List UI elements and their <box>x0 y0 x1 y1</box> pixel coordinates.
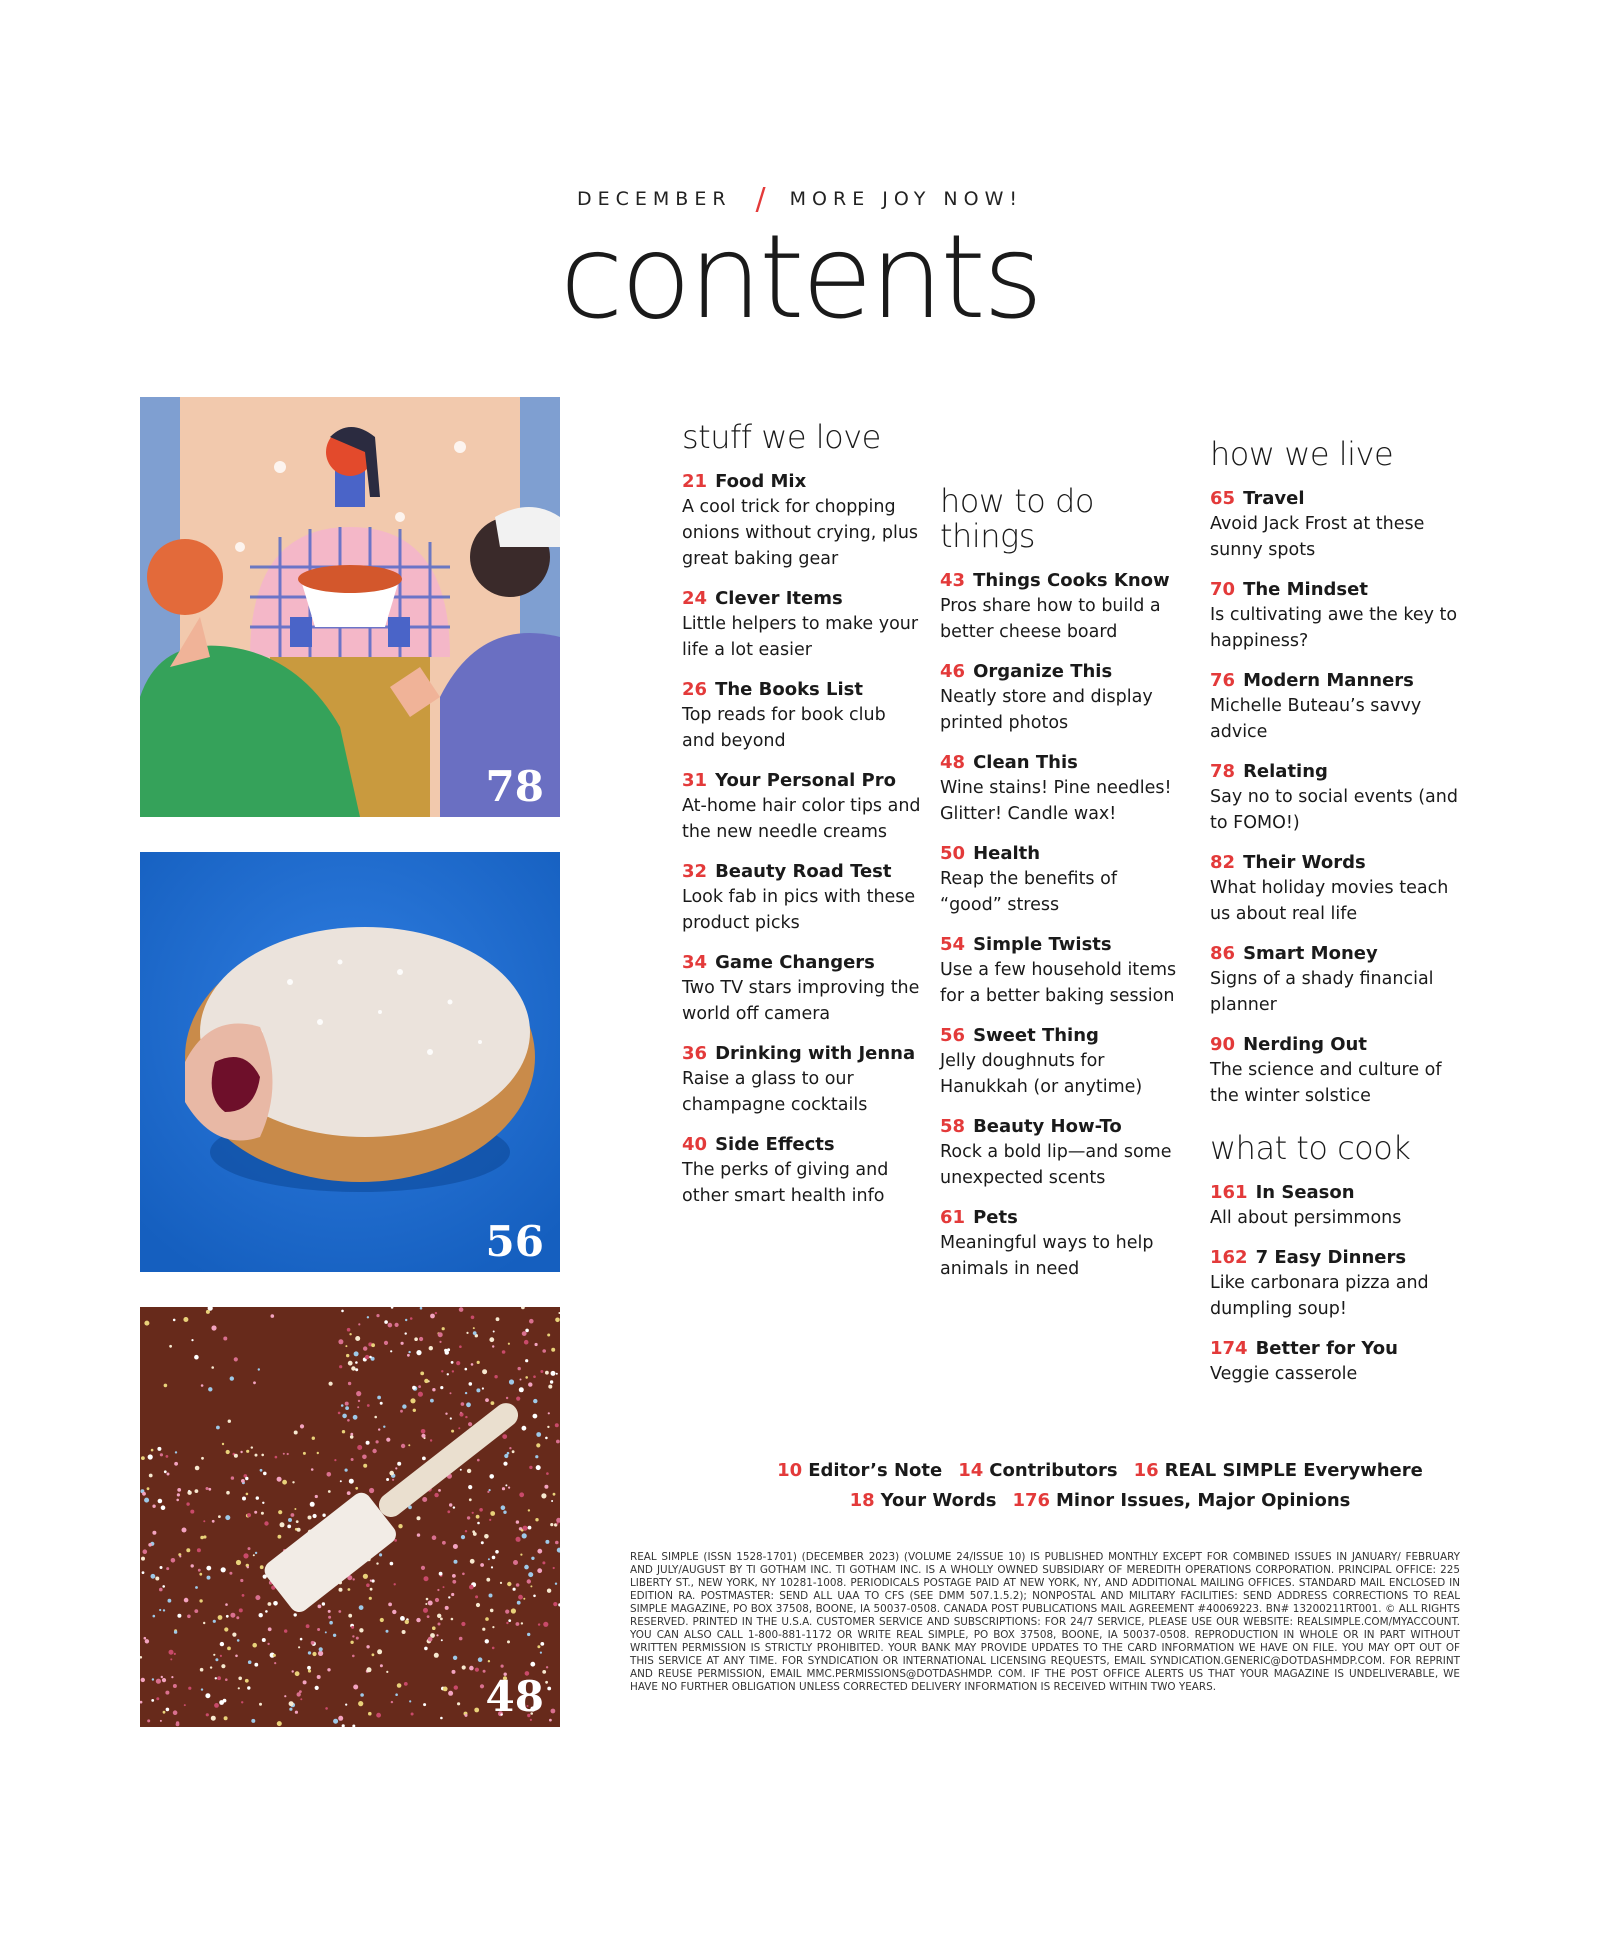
toc-entry-description: Top reads for book club and beyond <box>682 705 886 751</box>
section-title: stuff we love <box>682 418 881 456</box>
toc-page-number: 50 <box>940 843 966 864</box>
toc-entry-description: Raise a glass to our champagne cocktails <box>682 1069 868 1115</box>
toc-entry-heading <box>1210 1245 1470 1270</box>
toc-entry-heading <box>940 841 1180 866</box>
toc-entry-title: The Mindset <box>1243 579 1368 600</box>
toc-entry-heading <box>940 659 1180 684</box>
toc-entry-title: 7 Easy Dinners <box>1255 1247 1407 1268</box>
toc-page-number: 86 <box>1210 943 1236 964</box>
toc-entry-title: Modern Manners <box>1243 670 1414 691</box>
toc-entry-title: Simple Twists <box>973 934 1112 955</box>
toc-entry-description: Reap the benefits of “good” stress <box>940 869 1117 915</box>
toc-entry-title: Your Personal Pro <box>715 770 896 791</box>
page-title: contents <box>559 210 1041 345</box>
toc-entry-description: Signs of a shady financial planner <box>1210 969 1434 1015</box>
legal-notice: REAL SIMPLE (ISSN 1528-1701) (DECEMBER 2023) (VOLUME 24/ISSUE 10) IS PUBLISHED MONTHLY EXCEPT FOR COMBINED ISSUES IN JANUARY/ FEBRUARY AND JULY/AUGUST BY TI GOTHAM INC. TI GOTHAM INC. IS A WHOLLY OWNED SUBSIDIARY OF MEREDITH OPERATIONS CORPORATION. PRINCIPAL OFFICE: 225 LIBERTY ST., NEW YORK, NY 10281-1008. PERIODICALS POSTAGE PAID AT NEW YORK, NY, AND ADDITIONAL MAILING OFFICES. STANDARD MAIL ENCLOSED IN EDITION RA. POSTMASTER: SEND ALL UAA TO CFS (SEE DMM 507.1.5.2); NONPOSTAL AND MILITARY FACILITIES: SEND ADDRESS CORRECTIONS TO REAL SIMPLE MAGAZINE, PO BOX 37508, BOONE, IA 50037-0508. CANADA POST PUBLICATIONS MAIL AGREEMENT #40069223. BN# 13200211RT001. © ALL RIGHTS RESERVED. PRINTED IN THE U.S.A. CUSTOMER SERVICE AND SUBSCRIPTIONS: FOR 24/7 SERVICE, PLEASE USE OUR WEBSITE: REALSIMPLE.COM/MYACCOUNT. YOU CAN ALSO CALL 1-800-881-1172 OR WRITE REAL SIMPLE, PO BOX 37508, BOONE, IA 50037-0508. REPRODUCTION IN WHOLE OR IN PART WITHOUT WRITTEN PERMISSION IS STRICTLY PROHIBITED. YOUR BANK MAY PROVIDE UPDATES TO THE CARD INFORMATION WE HAVE ON FILE. YOU MAY OPT OUT OF THIS SERVICE AT ANY TIME. FOR SYNDICATION OR INTERNATIONAL LICENSING REQUESTS, EMAIL SYNDICATION.GENERIC@DOTDASHMDP.COM. FOR REPRINT AND REUSE PERMISSION, EMAIL MMC.PERMISSIONS@DOTDASHMDP. COM. IF THE POST OFFICE ALERTS US THAT YOUR MAGAZINE IS UNDELIVERABLE, WE HAVE NO FURTHER OBLIGATION UNLESS CORRECTED DELIVERY INFORMATION IS RECEIVED WITHIN TWO YEARS. <box>630 1551 1460 1693</box>
toc-entry-description: Avoid Jack Frost at these sunny spots <box>1210 514 1425 560</box>
photo-rolling-pin-sprinkles-icon <box>140 1307 560 1727</box>
toc-entry-title: Food Mix <box>715 471 807 492</box>
footer-links-row-2 <box>600 1490 1600 1511</box>
issue-month: DECEMBER <box>577 188 732 210</box>
toc-entry-title: Clean This <box>973 752 1078 773</box>
toc-entry-title: Health <box>973 843 1041 864</box>
toc-entry-title: Nerding Out <box>1243 1034 1367 1055</box>
section-title: how to do things <box>940 482 1094 555</box>
toc-entry[interactable] <box>940 568 1180 645</box>
toc-entry-description: The perks of giving and other smart health info <box>682 1160 889 1206</box>
toc-entry[interactable] <box>682 1041 922 1118</box>
thumbnail-illustration[interactable] <box>140 397 560 817</box>
toc-entry-title: Organize This <box>973 661 1113 682</box>
toc-entry-title: Beauty Road Test <box>715 861 892 882</box>
toc-page-number: 61 <box>940 1207 966 1228</box>
entry-list <box>1210 1180 1470 1387</box>
toc-entry-title: Side Effects <box>715 1134 835 1155</box>
toc-entry-description: Two TV stars improving the world off camera <box>682 978 920 1024</box>
toc-page-number: 70 <box>1210 579 1236 600</box>
toc-entry-heading <box>940 1023 1180 1048</box>
toc-entry-description: All about persimmons <box>1210 1208 1402 1228</box>
toc-page-number: 54 <box>940 934 966 955</box>
issue-tagline: MORE JOY NOW! <box>789 188 1023 210</box>
toc-page-number: 48 <box>940 752 966 773</box>
toc-entry-description: Is cultivating awe the key to happiness? <box>1210 605 1458 651</box>
toc-page-number: 58 <box>940 1116 966 1137</box>
toc-page-number: 161 <box>1210 1182 1248 1203</box>
toc-entry[interactable] <box>940 659 1180 736</box>
toc-entry[interactable] <box>940 932 1180 1009</box>
toc-entry[interactable] <box>1210 486 1470 563</box>
toc-entry[interactable] <box>1210 850 1470 927</box>
toc-entry[interactable] <box>1210 1180 1470 1231</box>
footer-link-title: Editor’s Note <box>808 1460 943 1481</box>
footer-link-title: Minor Issues, Major Opinions <box>1056 1490 1351 1511</box>
toc-entry-heading <box>940 1205 1180 1230</box>
toc-entry-title: Pets <box>973 1207 1018 1228</box>
toc-entry-description: Pros share how to build a better cheese board <box>940 596 1161 642</box>
toc-entry-description: Michelle Buteau’s savvy advice <box>1210 696 1422 742</box>
toc-page-number: 65 <box>1210 488 1236 509</box>
illustration-people-holding-pie-icon <box>140 397 560 817</box>
toc-page-number: 32 <box>682 861 708 882</box>
toc-entry-heading <box>682 950 922 975</box>
toc-entry-description: At-home hair color tips and the new needle creams <box>682 796 921 842</box>
toc-entry[interactable] <box>682 768 922 845</box>
toc-entry-heading <box>682 677 922 702</box>
toc-entry-heading <box>1210 759 1470 784</box>
toc-entry-title: The Books List <box>715 679 863 700</box>
photo-jelly-doughnut-icon <box>140 852 560 1272</box>
toc-entry-description: Little helpers to make your life a lot easier <box>682 614 919 660</box>
section-title: how we live <box>1210 435 1394 473</box>
toc-entry[interactable] <box>682 677 922 754</box>
toc-entry-description: Say no to social events (and to FOMO!) <box>1210 787 1458 833</box>
toc-entry[interactable] <box>940 1114 1180 1191</box>
footer-link-page-number: 10 <box>777 1460 803 1481</box>
toc-entry[interactable] <box>682 469 922 572</box>
footer-link-page-number: 18 <box>849 1490 875 1511</box>
toc-entry-description: Like carbonara pizza and dumpling soup! <box>1210 1273 1429 1319</box>
toc-entry-title: Relating <box>1243 761 1328 782</box>
toc-entry-description: Jelly doughnuts for Hanukkah (or anytime) <box>940 1051 1143 1097</box>
toc-entry-heading <box>1210 941 1470 966</box>
footer-link[interactable] <box>850 1490 997 1511</box>
toc-entry-heading <box>940 750 1180 775</box>
footer-links-row-1 <box>600 1460 1600 1481</box>
entry-list <box>940 568 1180 1282</box>
thumbnail-page-number: 78 <box>485 762 544 811</box>
toc-page-number: 56 <box>940 1025 966 1046</box>
section-stuff-we-love <box>682 420 922 1223</box>
footer-link[interactable] <box>1012 1490 1350 1511</box>
toc-page-number: 21 <box>682 471 708 492</box>
toc-entry-title: Things Cooks Know <box>973 570 1170 591</box>
toc-entry[interactable] <box>1210 759 1470 836</box>
toc-entry[interactable] <box>940 750 1180 827</box>
toc-entry[interactable] <box>1210 1032 1470 1109</box>
issue-header <box>0 178 1600 217</box>
section-how-to-do-things <box>940 484 1180 1296</box>
toc-page-number: 43 <box>940 570 966 591</box>
footer-link-page-number: 16 <box>1133 1460 1159 1481</box>
toc-entry-title: Sweet Thing <box>973 1025 1099 1046</box>
toc-entry-description: Wine stains! Pine needles! Glitter! Candle wax! <box>940 778 1172 824</box>
toc-entry-heading <box>1210 1032 1470 1057</box>
toc-entry-heading <box>682 1041 922 1066</box>
footer-link[interactable] <box>958 1460 1117 1481</box>
toc-entry-title: Smart Money <box>1243 943 1378 964</box>
toc-entry-description: Look fab in pics with these product picks <box>682 887 916 933</box>
footer-link-title: REAL SIMPLE Everywhere <box>1164 1460 1423 1481</box>
toc-entry[interactable] <box>1210 577 1470 654</box>
footer-link-page-number: 176 <box>1012 1490 1051 1511</box>
toc-entry-title: Game Changers <box>715 952 875 973</box>
thumbnail-page-number: 56 <box>485 1217 544 1266</box>
toc-entry[interactable] <box>940 1205 1180 1282</box>
toc-entry-heading <box>682 768 922 793</box>
toc-entry-heading <box>682 469 922 494</box>
header-slash: / <box>755 182 766 217</box>
toc-entry[interactable] <box>1210 1336 1470 1387</box>
toc-page-number: 40 <box>682 1134 708 1155</box>
toc-page-number: 26 <box>682 679 708 700</box>
toc-entry[interactable] <box>1210 668 1470 745</box>
toc-entry-heading <box>682 1132 922 1157</box>
section-how-we-live <box>1210 437 1470 1401</box>
toc-entry-description: Meaningful ways to help animals in need <box>940 1233 1154 1279</box>
toc-entry-description: Neatly store and display printed photos <box>940 687 1153 733</box>
toc-entry-title: Better for You <box>1255 1338 1398 1359</box>
toc-page-number: 76 <box>1210 670 1236 691</box>
toc-page-number: 24 <box>682 588 708 609</box>
toc-entry-heading <box>1210 668 1470 693</box>
toc-page-number: 162 <box>1210 1247 1248 1268</box>
toc-entry-description: Veggie casserole <box>1210 1364 1358 1384</box>
toc-page-number: 46 <box>940 661 966 682</box>
toc-page-number: 78 <box>1210 761 1236 782</box>
thumbnail-page-number: 48 <box>485 1672 544 1721</box>
footer-link-page-number: 14 <box>958 1460 984 1481</box>
toc-entry-heading <box>1210 850 1470 875</box>
toc-entry-title: Clever Items <box>715 588 843 609</box>
toc-entry-title: Drinking with Jenna <box>715 1043 916 1064</box>
entry-list <box>682 469 922 1209</box>
toc-entry-description: A cool trick for chopping onions without crying, plus great baking gear <box>682 497 919 569</box>
toc-page-number: 174 <box>1210 1338 1248 1359</box>
toc-entry[interactable] <box>682 950 922 1027</box>
toc-entry-heading <box>940 568 1180 593</box>
toc-page-number: 31 <box>682 770 708 791</box>
toc-page-number: 34 <box>682 952 708 973</box>
toc-entry[interactable] <box>682 1132 922 1209</box>
footer-link-title: Contributors <box>989 1460 1118 1481</box>
toc-entry-description: Use a few household items for a better baking session <box>940 960 1177 1006</box>
toc-entry[interactable] <box>940 841 1180 918</box>
toc-entry-heading <box>682 586 922 611</box>
toc-entry-description: The science and culture of the winter solstice <box>1210 1060 1442 1106</box>
footer-link-title: Your Words <box>880 1490 997 1511</box>
toc-entry[interactable] <box>1210 941 1470 1018</box>
toc-entry[interactable] <box>682 859 922 936</box>
entry-list <box>1210 486 1470 1109</box>
footer-link[interactable] <box>1134 1460 1423 1481</box>
footer-link[interactable] <box>777 1460 942 1481</box>
toc-entry-title: Beauty How-To <box>973 1116 1122 1137</box>
toc-entry[interactable] <box>1210 1245 1470 1322</box>
toc-page-number: 90 <box>1210 1034 1236 1055</box>
thumbnail-sprinkles[interactable] <box>140 1307 560 1727</box>
toc-entry-title: Travel <box>1243 488 1305 509</box>
toc-page-number: 82 <box>1210 852 1236 873</box>
toc-entry-heading <box>1210 1336 1470 1361</box>
thumbnail-doughnut[interactable] <box>140 852 560 1272</box>
toc-entry[interactable] <box>682 586 922 663</box>
toc-entry-description: What holiday movies teach us about real life <box>1210 878 1449 924</box>
toc-entry-title: In Season <box>1255 1182 1355 1203</box>
toc-entry-heading <box>1210 486 1470 511</box>
toc-entry-heading <box>940 1114 1180 1139</box>
toc-entry-title: Their Words <box>1243 852 1366 873</box>
toc-page-number: 36 <box>682 1043 708 1064</box>
toc-entry-heading <box>682 859 922 884</box>
toc-entry[interactable] <box>940 1023 1180 1100</box>
section-title-what-to-cook: what to cook <box>1210 1129 1411 1167</box>
toc-entry-heading <box>1210 577 1470 602</box>
toc-entry-description: Rock a bold lip—and some unexpected scents <box>940 1142 1172 1188</box>
toc-entry-heading <box>1210 1180 1470 1205</box>
toc-entry-heading <box>940 932 1180 957</box>
